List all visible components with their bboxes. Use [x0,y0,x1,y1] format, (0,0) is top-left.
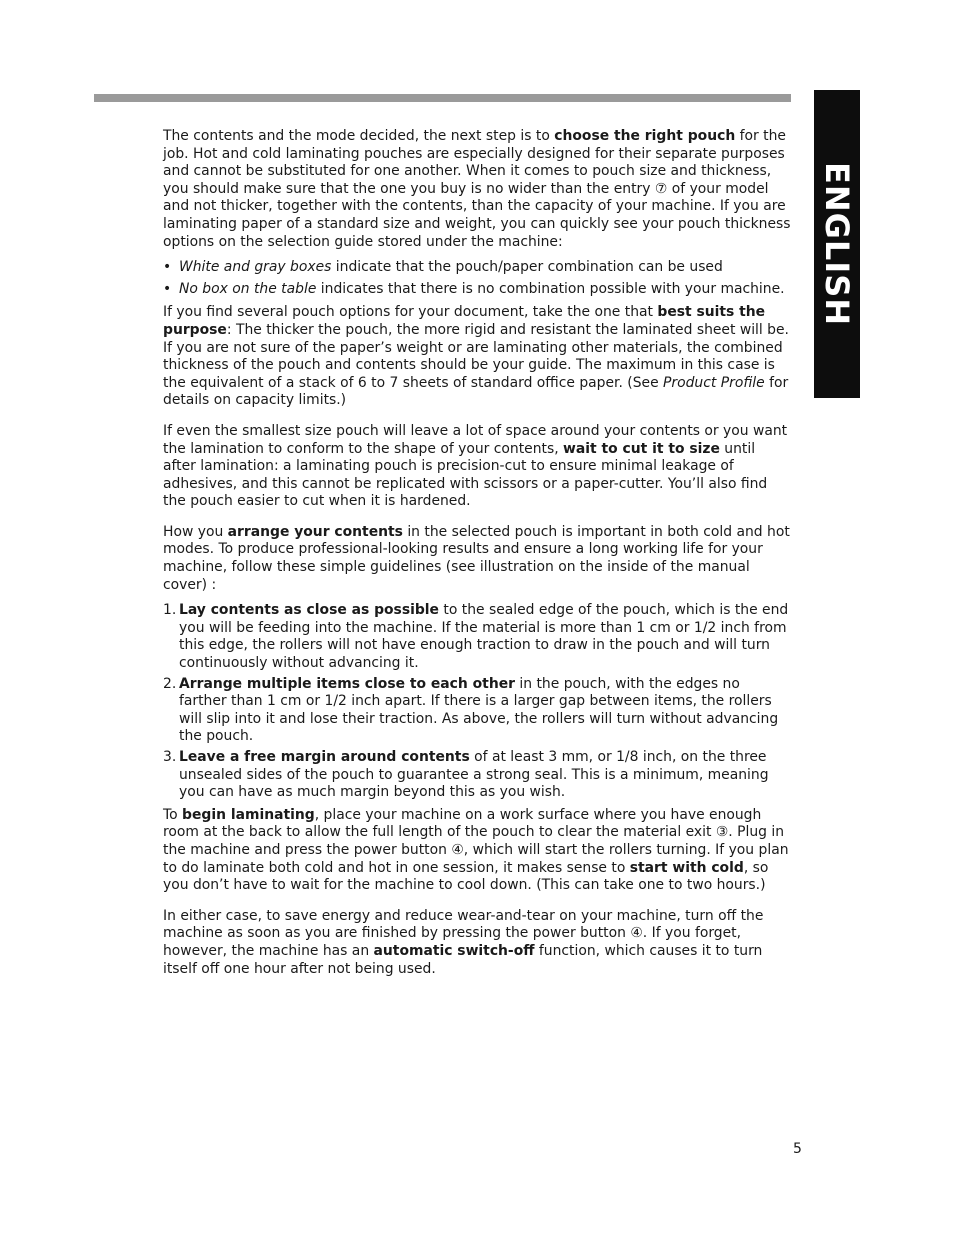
page-content [163,128,791,978]
intro-paragraph: The contents and the mode decided, the next step is to choose the right pouch for the job. Hot and cold laminating pouches are especially designed for their separate purposes and cannot be substituted for one another. When it comes to pouch size and thickness, you should make sure that the one you buy is no wider than the entry ⑦ of your model and not thicker, together with the contents, than the capacity of your machine. If you are laminating paper of a standard size and weight, you can quickly see your pouch thickness options on the selection guide stored under the machine: [163,128,791,250]
switch-off-paragraph: In either case, to save energy and reduce wear-and-tear on your machine, turn off the machine as soon as you are finished by pressing the power button ④. If you forget, however, the machine has an automatic switch-off function, which causes it to turn itself off one hour after not being used. [163,907,764,977]
cut-size-paragraph: If even the smallest size pouch will leave a lot of space around your contents or you want the lamination to conform to the shape of your contents, wait to cut it to size until after lamination: a laminating pouch is precision-cut to ensure minimal leakage of adhesives, and this cannot be replicated with scissors or a paper-cutter. You’ll also find the pouch easier to cut when it is hardened. [163,422,788,510]
best-suits-paragraph: If you find several pouch options for your document, take the one that best suits the purpose: The thicker the pouch, the more rigid and resistant the laminated sheet will be. If you are not sure of the paper’s weight or are laminating other materials, the combined thickness of the pouch and contents should be your guide. The maximum in this case is the equivalent of a stack of 6 to 7 sheets of standard office paper. (See Product Profile for details on capacity limits.) [163,304,789,409]
arrange-paragraph: How you arrange your contents in the selected pouch is important in both cold and hot modes. To produce professional-looking results and ensure a long working life for your machine, follow these simple guidelines (see illustration on the inside of the manual cover) : [163,523,790,593]
begin-laminating-paragraph: To begin laminating, place your machine on a work surface where you have enough room at the back to allow the full length of the pouch to clear the material exit ③. Plug in the machine and press the power button ④, which will start the rollers turning. If you plan to do laminate both cold and hot in one session, it makes sense to start with cold, so you don’t have to wait for the machine to cool down. (This can take one to two hours.) [163,806,789,894]
list-item: • No box on the table indicates that there is no combination possible with your machine. [163,281,791,299]
list-item: • White and gray boxes indicate that the pouch/paper combination can be used [163,259,791,277]
page-number: 5 [793,1141,802,1157]
language-tab [814,90,860,398]
top-rule [94,94,791,102]
list-item: 3. Leave a free margin around contents of at least 3 mm, or 1/8 inch, on the three unsealed sides of the pouch to guarantee a strong seal. This is a minimum, meaning you can have as much margin beyond this as you wish. [163,749,769,801]
legend-list [163,259,791,298]
list-item: 1. Lay contents as close as possible to the sealed edge of the pouch, which is the end you will be feeding into the machine. If the material is more than 1 cm or 1/2 inch from this edge, the rollers will not have enough traction to draw in the pouch and will turn continuously without advancing it. [163,602,789,672]
guidelines-list [163,602,791,802]
language-tab-label: ENGLISH [818,161,856,327]
list-item: 2. Arrange multiple items close to each other in the pouch, with the edges no farther than 1 cm or 1/2 inch apart. If there is a larger gap between items, the rollers will slip into it and lose their traction. As above, the rollers will turn without advancing the pouch. [163,675,779,745]
